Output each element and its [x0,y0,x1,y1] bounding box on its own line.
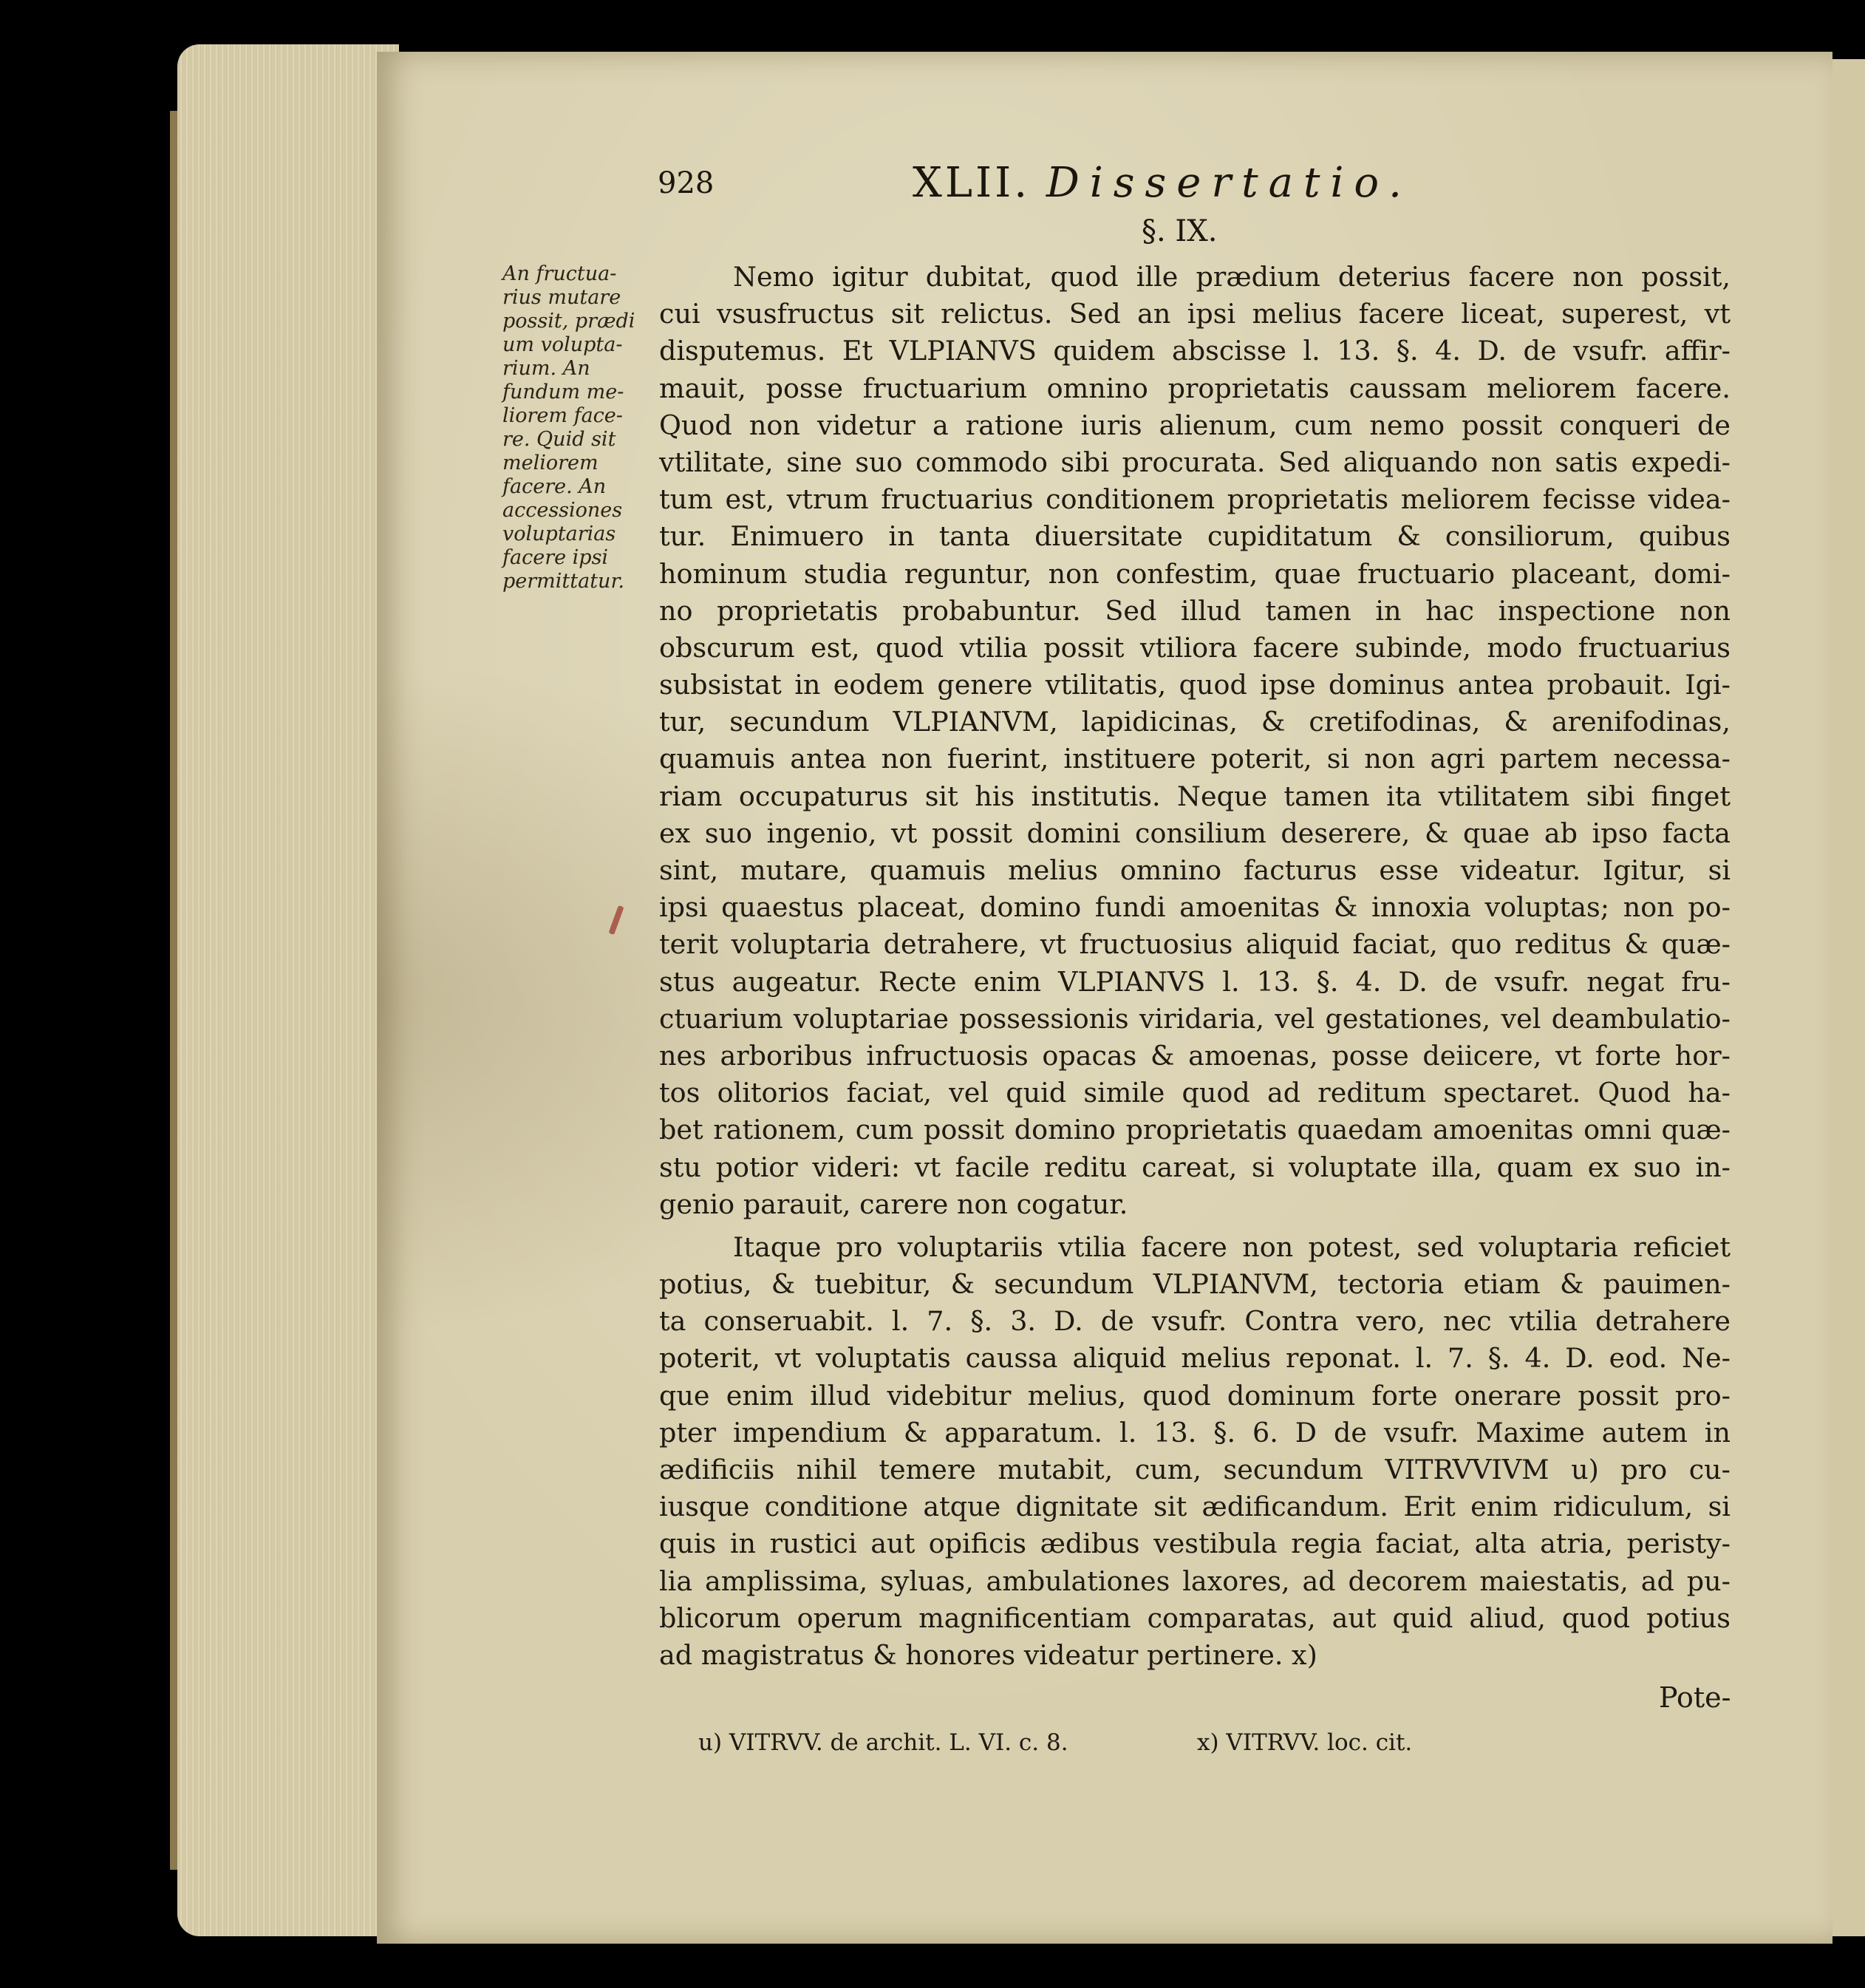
text-line: terit voluptaria detrahere, vt fructuosius aliquid faciat, quo reditus & quæ- [659,928,1731,961]
margin-note-line: liorem face- [502,404,623,427]
margin-note-line: voluptarias [502,522,616,545]
text-line: mauit, posse fructuarium omnino proprietatis caussam meliorem facere. [659,372,1731,404]
text-line: cui vsusfructus sit relictus. Sed an ipsi melius facere liceat, superest, vt [659,298,1731,330]
text-line: riam occupaturus sit his institutis. Neque tamen ita vtilitatem sibi finget [659,780,1731,812]
text-line: no proprietatis probabuntur. Sed illud tamen in hac inspectione non [659,594,1731,627]
margin-note [502,262,661,593]
text-line: Itaque pro voluptariis vtilia facere non potest, sed voluptaria reficiet [733,1230,1731,1263]
text-line: genio parauit, carere non cogatur. [659,1188,1128,1220]
running-title [913,159,1412,207]
text-line: hominum studia reguntur, non confestim, quae fructuario placeant, domi- [659,557,1731,590]
margin-note-line: permittatur. [502,570,624,593]
text-line: quis in rustici aut opificis ædibus vestibula regia faciat, alta atria, peristy- [659,1528,1731,1560]
margin-note-line: re. Quid sit [502,428,616,451]
text-line: ctuarium voluptariae possessionis viridaria, vel gestationes, vel deambulatio- [659,1002,1731,1035]
margin-note-line: meliorem [502,452,599,474]
body-text [659,259,1731,1674]
text-line: lia amplissima, syluas, ambulationes laxores, ad decorem maiestatis, ad pu- [659,1565,1731,1597]
running-title-roman: XLII. [913,159,1031,207]
text-line: tur, secundum VLPIANVM, lapidicinas, & cretifodinas, & arenifodinas, [659,706,1731,738]
footnote-x: x) VITRVV. loc. cit. [1197,1729,1413,1756]
text-line: disputemus. Et VLPIANVS quidem abscisse l. 13. §. 4. D. de vsufr. affir- [659,335,1731,367]
text-line: tos olitorios faciat, vel quid simile quod ad reditum spectaret. Quod ha- [659,1077,1731,1109]
footnote-u: u) VITRVV. de archit. L. VI. c. 8. [698,1729,1068,1756]
text-line: quamuis antea non fuerint, instituere poterit, si non agri partem necessa- [659,743,1731,775]
text-line: nes arboribus infructuosis opacas & amoenas, posse deiicere, vt forte hor- [659,1039,1731,1072]
margin-note-line: accessiones [502,499,623,522]
text-line: stus augeatur. Recte enim VLPIANVS l. 13. §. 4. D. de vsufr. negat fru- [659,965,1731,998]
text-line: subsistat in eodem genere vtilitatis, quod ipse dominus antea probauit. Igi- [659,669,1731,701]
margin-note-line: um volupta- [502,333,623,356]
margin-note-line: fundum me- [502,381,624,404]
margin-note-line: facere ipsi [502,546,609,569]
text-line: tur. Enimuero in tanta diuersitate cupiditatum & consiliorum, quibus [659,520,1731,553]
page-number: 928 [658,166,715,200]
margin-note-line: rium. An [502,357,590,380]
text-line: bet rationem, cum possit domino proprietatis quaedam amoenitas omni quæ- [659,1114,1731,1146]
text-line: que enim illud videbitur melius, quod dominum forte onerare possit pro- [659,1379,1731,1412]
text-line: ta conseruabit. l. 7. §. 3. D. de vsufr. Contra vero, nec vtilia detrahere [659,1305,1731,1338]
running-title-italic: Dissertatio. [1046,159,1412,207]
text-line: vtilitate, sine suo commodo sibi procurata. Sed aliquando non satis expedi- [659,446,1731,478]
margin-note-line: rius mutare [502,286,621,309]
text-line: ex suo ingenio, vt possit domini consilium deserere, & quae ab ipso facta [659,817,1731,849]
section-heading: §. IX. [1142,214,1218,248]
margin-note-line: facere. An [502,475,607,498]
catchword: Pote- [1659,1681,1731,1714]
text-line: obscurum est, quod vtilia possit vtiliora facere subinde, modo fructuarius [659,631,1731,664]
page-edges [177,44,399,1936]
text-line: iusque conditione atque dignitate sit ædificandum. Erit enim ridiculum, si [659,1491,1731,1523]
text-line: tum est, vtrum fructuarius conditionem proprietatis meliorem fecisse videa- [659,483,1731,516]
margin-note-line: An fructua- [502,262,617,285]
text-line: Nemo igitur dubitat, quod ille prædium deterius facere non possit, [733,261,1731,293]
text-line: ad magistratus & honores videatur pertinere. x) [659,1638,1317,1671]
text-line: sint, mutare, quamuis melius omnino facturus esse videatur. Igitur, si [659,854,1731,886]
text-line: ipsi quaestus placeat, domino fundi amoenitas & innoxia voluptas; non po- [659,891,1731,924]
text-line: ædificiis nihil temere mutabit, cum, secundum VITRVVIVM u) pro cu- [659,1454,1731,1485]
text-line: poterit, vt voluptatis caussa aliquid melius reponat. l. 7. §. 4. D. eod. Ne- [659,1342,1731,1375]
text-line: Quod non videtur a ratione iuris alienum, cum nemo possit conqueri de [659,409,1731,441]
margin-note-line: possit, prædi [502,310,635,333]
text-line: blicorum operum magnificentiam comparatas, aut quid aliud, quod potius [659,1601,1731,1634]
text-line: pter impendium & apparatum. l. 13. §. 6. D de vsufr. Maxime autem in [659,1416,1731,1449]
text-line: potius, & tuebitur, & secundum VLPIANVM, tectoria etiam & pauimen- [659,1268,1731,1301]
text-line: stu potior videri: vt facile reditu careat, si voluptate illa, quam ex suo in- [659,1151,1731,1183]
page-header [658,159,1692,211]
paragraph-gap [659,1223,1731,1229]
